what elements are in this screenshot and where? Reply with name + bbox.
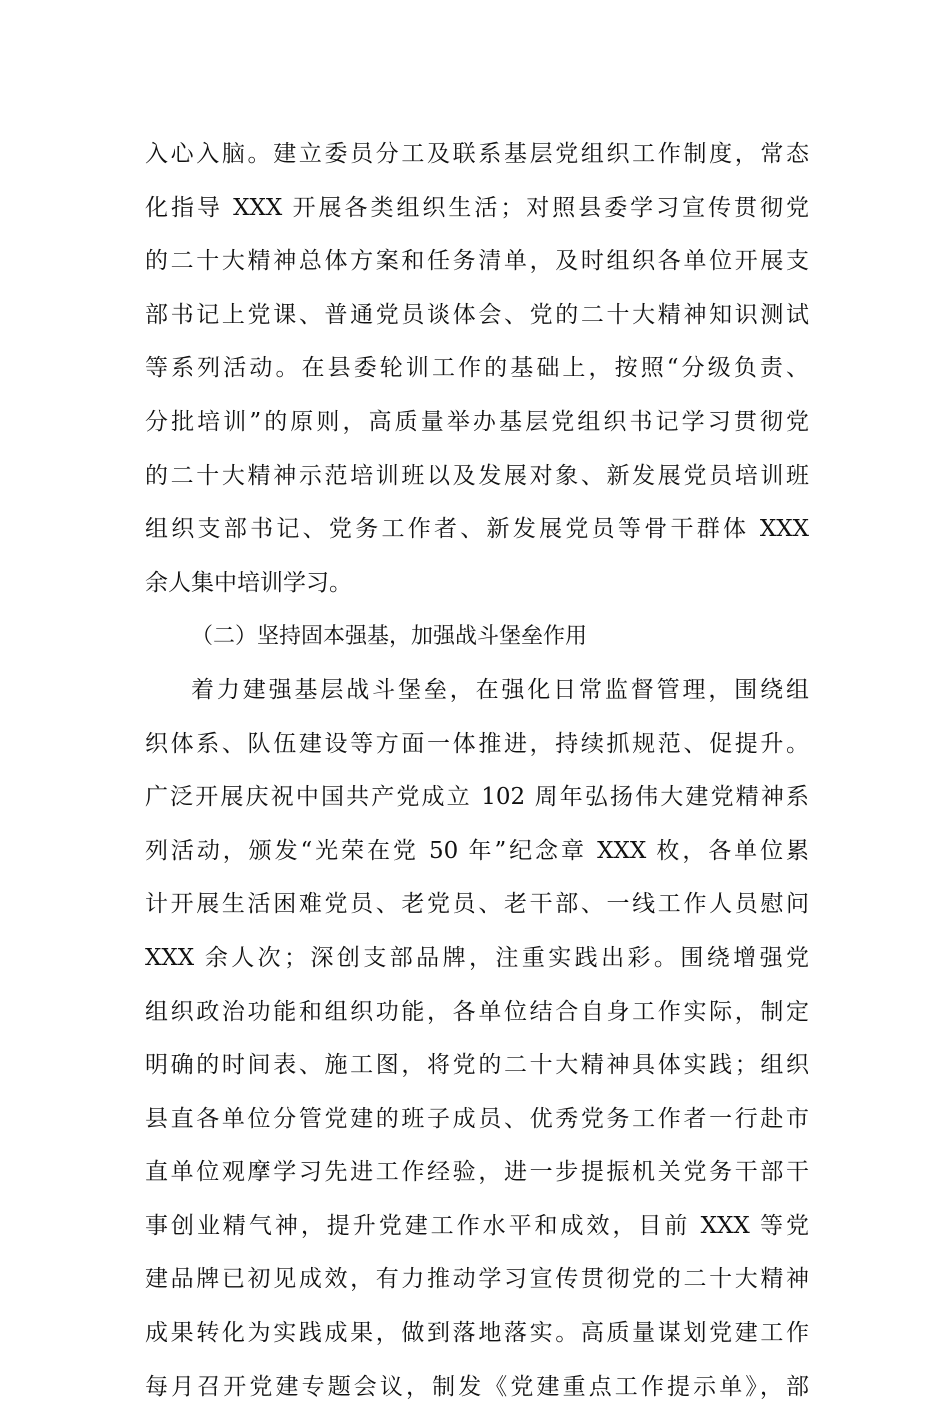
paragraph-line: 的二十大精神示范培训班以及发展对象、新发展党员培训班 — [145, 462, 809, 489]
paragraph-line: 事创业精气神，提升党建工作水平和成效，目前 XXX 等党 — [145, 1212, 809, 1239]
paragraph-line: 织体系、队伍建设等方面一体推进，持续抓规范、促提升。 — [145, 730, 809, 757]
paragraph-line: 组织政治功能和组织功能，各单位结合自身工作实际，制定 — [145, 998, 809, 1025]
paragraph-line: 明确的时间表、施工图，将党的二十大精神具体实践；组织 — [145, 1052, 809, 1079]
paragraph-line: 建品牌已初见成效，有力推动学习宣传贯彻党的二十大精神 — [145, 1266, 809, 1293]
paragraph-line: 广泛开展庆祝中国共产党成立 102 周年弘扬伟大建党精神系 — [145, 784, 809, 811]
paragraph-line: 部书记上党课、普通党员谈体会、党的二十大精神知识测试 — [145, 301, 809, 328]
document-page — [145, 128, 809, 1414]
paragraph-1 — [145, 128, 809, 610]
paragraph-line: 计开展生活困难党员、老党员、老干部、一线工作人员慰问 — [145, 891, 809, 918]
paragraph-line: 每月召开党建专题会议，制发《党建重点工作提示单》，部 — [145, 1373, 809, 1400]
paragraph-line: 直单位观摩学习先进工作经验，进一步提振机关党务干部干 — [145, 1159, 809, 1186]
paragraph-line: 的二十大精神总体方案和任务清单，及时组织各单位开展支 — [145, 248, 809, 275]
paragraph-line: 县直各单位分管党建的班子成员、优秀党务工作者一行赴市 — [145, 1105, 809, 1132]
paragraph-2 — [145, 664, 809, 1414]
paragraph-line: 入心入脑。建立委员分工及联系基层党组织工作制度，常态 — [145, 141, 809, 167]
paragraph-line: 余人集中培训学习。 — [145, 569, 352, 596]
paragraph-line: 列活动，颁发“光荣在党 50 年”纪念章 XXX 枚，各单位累 — [145, 837, 809, 864]
paragraph-line: XXX 余人次；深创支部品牌，注重实践出彩。围绕增强党 — [145, 944, 809, 971]
paragraph-line: 分批培训”的原则，高质量举办基层党组织书记学习贯彻党 — [145, 408, 809, 435]
paragraph-line: 组织支部书记、党务工作者、新发展党员等骨干群体 XXX — [145, 516, 809, 543]
paragraph-line: 着力建强基层战斗堡垒，在强化日常监督管理，围绕组 — [191, 676, 809, 703]
paragraph-line: 成果转化为实践成果，做到落地落实。高质量谋划党建工作 — [145, 1320, 809, 1347]
paragraph-line: 等系列活动。在县委轮训工作的基础上，按照“分级负责、 — [145, 355, 809, 382]
section-heading: （二）坚持固本强基，加强战斗堡垒作用 — [191, 624, 588, 650]
paragraph-line: 化指导 XXX 开展各类组织生活；对照县委学习宣传贯彻党 — [145, 194, 809, 221]
